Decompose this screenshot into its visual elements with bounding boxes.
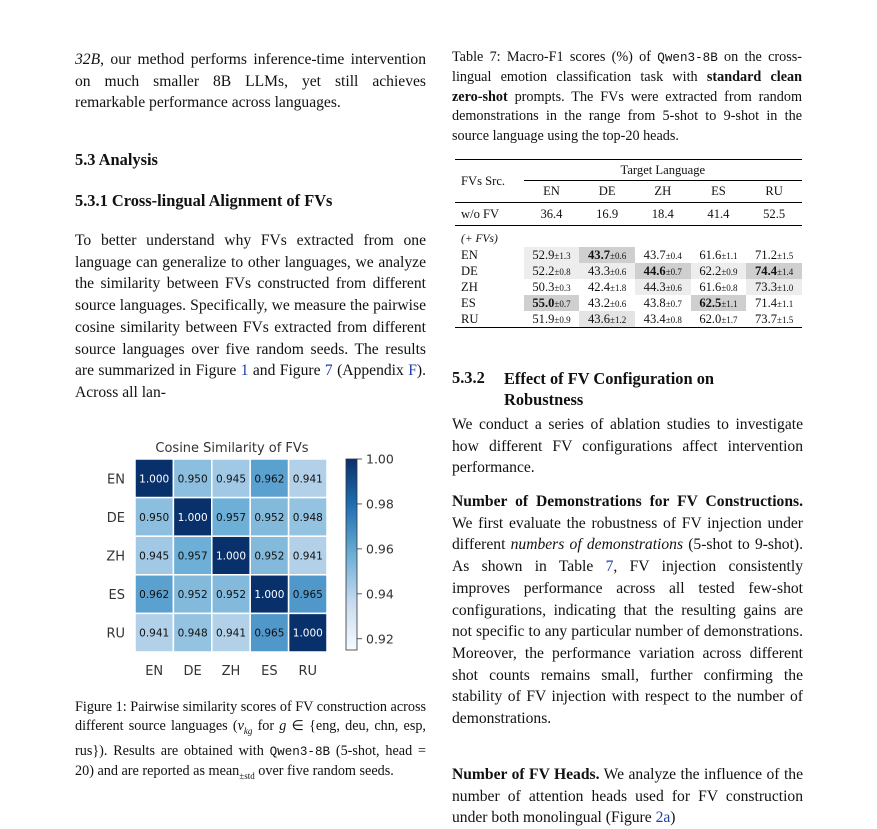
y-axis-label: ZH: [106, 549, 125, 565]
heatmap-cell-value: 0.945: [215, 473, 247, 486]
colorbar-tick-label: 0.92: [366, 631, 394, 647]
x-axis-label: ZH: [221, 664, 241, 679]
col-header: EN: [543, 184, 560, 198]
colorbar-tick-label: 0.96: [366, 541, 394, 557]
model-name: Qwen3-8B: [269, 744, 331, 759]
heatmap-cell-value: 0.948: [177, 627, 208, 640]
target-language-header: Target Language: [524, 160, 802, 181]
colorbar-tick-label: 1.00: [366, 451, 394, 467]
figure-1-caption: Figure 1: Pairwise similarity scores of FV construction across different source languages ($v_{kg}$ for g ∈ {eng, deu, chn, esp, rus}). Results are obtained with Qwen3-8B (5-shot, head = 20) and are reported as mean$_{\pm std}$ over five random seeds.: [75, 699, 426, 781]
heatmap-cell-value: 1.000: [215, 550, 247, 563]
heatmap-cell-value: 0.952: [177, 589, 208, 602]
heatmap-cell-value: 0.945: [139, 550, 170, 563]
table-7-link[interactable]: 7: [605, 558, 614, 576]
heads-paragraph: Number of FV Heads. We analyze the influence of the number of attention heads used for FV construction under both monolingual (Figure 2a): [452, 766, 803, 827]
fv-source-header: FVs Src.: [461, 173, 506, 188]
x-axis-label: ES: [261, 664, 278, 679]
table-row: EN 52.9±1.3 43.7±0.6 43.7±0.4 61.6±1.1 71.2±1.5: [461, 247, 794, 262]
heatmap-cell-value: 0.941: [215, 627, 247, 640]
y-axis-label: EN: [107, 472, 125, 488]
heatmap-cell-value: 0.962: [139, 589, 170, 602]
section-5-3-2-heading: Effect of FV Configuration on Robustness: [504, 369, 715, 409]
col-header: DE: [598, 184, 616, 198]
col-header: ES: [711, 184, 726, 198]
demonstrations-paragraph: Number of Demonstrations for FV Constructions. We first evaluate the robustness of FV injection under different numbers of demonstrations (5-shot to 9-shot). As shown in Table 7, FV injection consistently improves performance across all tested few-shot configurations, indicating that the resulting gains are not specific to any particular number of demonstrations. Moreover, the performance variation across different shot counts remains small, further confirming the stability of FV injection with respect to the number of demonstrations.: [452, 493, 804, 728]
x-axis-label: EN: [145, 664, 164, 679]
y-axis-label: ES: [108, 588, 125, 604]
heatmap-cell-value: 0.950: [139, 511, 170, 524]
figure-2a-link[interactable]: 2a: [655, 809, 671, 827]
figure-1-link[interactable]: 1: [240, 362, 249, 380]
baseline-row: w/o FV 36.4 16.9 18.4 41.4 52.5: [455, 203, 802, 226]
x-axis-label: DE: [183, 664, 202, 679]
colorbar-tick-label: 0.98: [366, 496, 394, 512]
table-row: ES 55.0±0.7 43.2±0.6 43.8±0.7 62.5±1.1 71.4±1.1: [461, 295, 794, 310]
table-row: RU 51.9±0.9 43.6±1.2 43.4±0.8 62.0±1.7 73.7±1.5: [455, 311, 802, 328]
analysis-paragraph: To better understand why FVs extracted from one language can generalize to other languages, we analyze the similarity between FVs constructed from different source languages. Specifically, we measure the pairwise cosine similarity between FVs extracted from different source languages over five random seeds. The results are summarized in Figure 1 and Figure 7 (Appendix F). Across all lan-: [75, 232, 426, 401]
heatmap-cell-value: 0.941: [292, 473, 323, 486]
ablation-paragraph: We conduct a series of ablation studies to investigate how different FV configurations affect intervention performance.: [452, 416, 803, 477]
colorbar-tick-label: 0.94: [366, 586, 394, 602]
heatmap-cell-value: 0.957: [177, 550, 208, 563]
heatmap-cell-value: 0.957: [215, 511, 247, 524]
col-header: RU: [765, 184, 783, 198]
model-size-text: 32B: [75, 51, 101, 68]
cosine-similarity-heatmap: [95, 435, 415, 680]
appendix-f-link[interactable]: F: [408, 362, 417, 380]
heatmap-cell-value: 0.941: [139, 627, 170, 640]
table-7-caption: Table 7: Macro-F1 scores (%) of Qwen3-8B on the cross-lingual emotion classification task with standard clean zero-shot prompts. The FVs were extracted from random demonstrations in the range from 5-shot to 9-shot in the source language using the top-20 heads.: [452, 49, 803, 144]
table-7: [455, 159, 802, 328]
x-axis-label: RU: [298, 664, 318, 679]
section-5-3-heading: 5.3 Analysis: [75, 150, 158, 169]
heatmap-cell-value: 0.965: [292, 589, 323, 602]
heatmap-cell-value: 0.950: [177, 473, 208, 486]
section-5-3-2-number: 5.3.2: [452, 368, 485, 387]
heatmap-cell-value: 1.000: [292, 627, 323, 640]
heatmap-cell-value: 0.941: [292, 550, 323, 563]
heatmap-cell-value: 0.952: [254, 550, 285, 563]
intro-paragraph: 32B, our method performs inference-time intervention on much smaller 8B LLMs, yet still achieves remarkable performance across languages.: [75, 51, 426, 112]
colorbar: [346, 459, 357, 650]
section-5-3-1-heading: 5.3.1 Cross-lingual Alignment of FVs: [75, 191, 333, 210]
heatmap-cell-value: 0.952: [254, 511, 285, 524]
heatmap-title: Cosine Similarity of FVs: [155, 441, 309, 456]
heatmap-cell-value: 0.952: [215, 589, 247, 602]
col-header: ZH: [654, 184, 672, 198]
y-axis-label: RU: [106, 626, 125, 642]
heatmap-cell-value: 0.965: [254, 627, 285, 640]
heatmap-cell-value: 1.000: [177, 511, 208, 524]
figure-7-link[interactable]: 7: [324, 362, 333, 380]
heatmap-cell-value: 0.962: [254, 473, 285, 486]
table-row: ZH 50.3±0.3 42.4±1.8 44.3±0.6 61.6±0.8 73.3±1.0: [455, 279, 802, 295]
group-label: (+ FVs): [461, 233, 498, 245]
y-axis-label: DE: [106, 510, 125, 526]
heatmap-cell-value: 1.000: [139, 473, 170, 486]
table-row: DE 52.2±0.8 43.3±0.6 44.6±0.7 62.2±0.9 74.4±1.4: [455, 263, 802, 279]
heatmap-cell-value: 1.000: [254, 589, 285, 602]
heatmap-cell-value: 0.948: [292, 511, 323, 524]
